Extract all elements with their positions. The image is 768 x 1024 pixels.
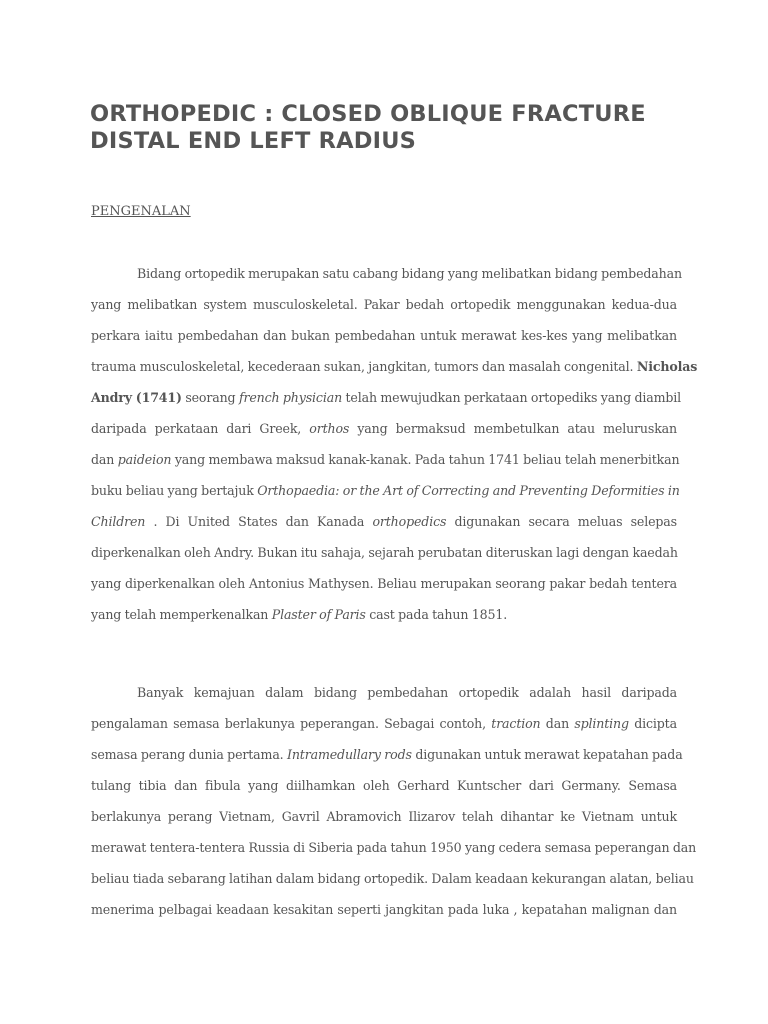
paragraph-line: dan paideion yang membawa maksud kanak-kanak. Pada tahun 1741 beliau telah menerbitkan	[91, 452, 680, 467]
paragraph-line: yang diperkenalkan oleh Antonius Mathysen. Beliau merupakan seorang pakar bedah tentera	[91, 576, 677, 591]
italic-term: orthopedics	[372, 514, 447, 529]
italic-term: orthos	[309, 421, 350, 436]
paragraph-introduction	[91, 258, 698, 630]
paragraph-history	[91, 677, 697, 925]
author-name-year: Andry (1741)	[91, 390, 182, 405]
paragraph-line: yang telah memperkenalkan Plaster of Paris cast pada tahun 1851.	[91, 607, 508, 622]
paragraph-line: daripada perkataan dari Greek, orthos yang bermaksud membetulkan atau meluruskan	[91, 421, 677, 436]
paragraph-line: Banyak kemajuan dalam bidang pembedahan ortopedik adalah hasil daripada	[137, 685, 677, 700]
author-name: Nicholas	[636, 359, 698, 374]
book-title: Orthopaedia: or the Art of Correcting and Preventing Deformities in	[257, 483, 680, 498]
italic-term: splinting	[574, 716, 629, 731]
italic-term: french physician	[238, 390, 343, 405]
paragraph-line: yang melibatkan system musculoskeletal. Pakar bedah ortopedik menggunakan kedua-dua	[91, 297, 677, 312]
paragraph-line: diperkenalkan oleh Andry. Bukan itu sahaja, sejarah perubatan diteruskan lagi dengan kaedah	[91, 545, 678, 560]
paragraph-line: Andry (1741) seorang french physician telah mewujudkan perkataan ortopediks yang diambil	[91, 390, 682, 405]
paragraph-line: merawat tentera-tentera Russia di Siberia pada tahun 1950 yang cedera semasa peperangan dan	[91, 840, 697, 855]
paragraph-line: berlakunya perang Vietnam, Gavril Abramovich Ilizarov telah dihantar ke Vietnam untuk	[91, 809, 677, 824]
book-title: Children	[91, 514, 146, 529]
italic-term: paideion	[117, 452, 172, 467]
italic-term: Plaster of Paris	[271, 607, 366, 622]
italic-term: traction	[491, 716, 541, 731]
title-line-2: DISTAL END LEFT RADIUS	[90, 128, 417, 154]
paragraph-line: pengalaman semasa berlakunya peperangan. Sebagai contoh, traction dan splinting dicipta	[91, 716, 677, 731]
paragraph-line: perkara iaitu pembedahan dan bukan pembedahan untuk merawat kes-kes yang melibatkan	[91, 328, 677, 343]
paragraph-line: trauma musculoskeletal, kecederaan sukan, jangkitan, tumors dan masalah congenital. Nicholas	[91, 359, 698, 374]
italic-term: Intramedullary rods	[287, 747, 412, 762]
paragraph-line: tulang tibia dan fibula yang diilhamkan oleh Gerhard Kuntscher dari Germany. Semasa	[91, 778, 677, 793]
paragraph-line: Bidang ortopedik merupakan satu cabang bidang yang melibatkan bidang pembedahan	[137, 266, 682, 281]
document-title	[90, 101, 690, 155]
title-line-1: ORTHOPEDIC : CLOSED OBLIQUE FRACTURE	[90, 101, 646, 127]
paragraph-line: Children . Di United States dan Kanada orthopedics digunakan secara meluas selepas	[91, 514, 677, 529]
paragraph-line: buku beliau yang bertajuk Orthopaedia: or the Art of Correcting and Preventing Deformities in	[91, 483, 680, 498]
paragraph-line: menerima pelbagai keadaan kesakitan seperti jangkitan pada luka , kepatahan malignan dan	[91, 902, 677, 917]
paragraph-line: beliau tiada sebarang latihan dalam bidang ortopedik. Dalam keadaan kekurangan alatan, beliau	[91, 871, 694, 886]
section-heading: PENGENALAN	[91, 204, 191, 219]
paragraph-line: semasa perang dunia pertama. Intramedullary rods digunakan untuk merawat kepatahan pada	[91, 747, 683, 762]
